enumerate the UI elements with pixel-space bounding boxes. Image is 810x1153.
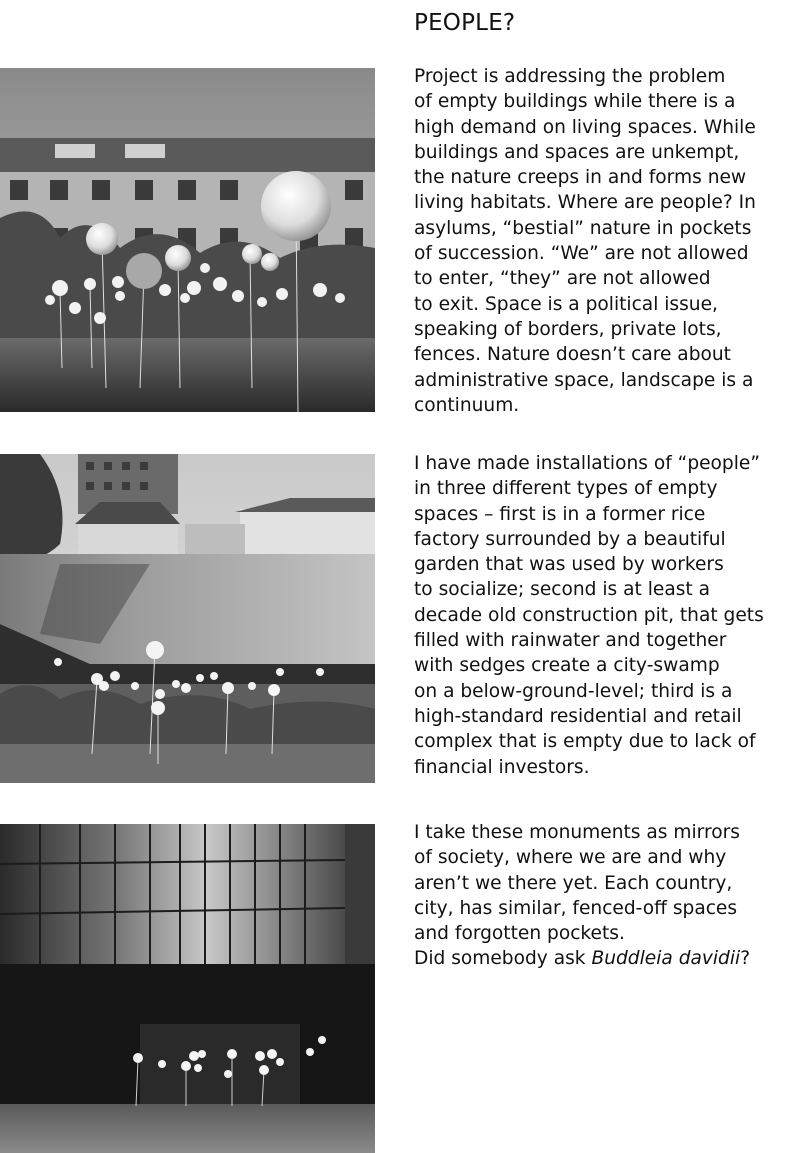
text-line: factory surrounded by a beautiful (414, 528, 726, 550)
text-line: administrative space, landscape is a (414, 369, 754, 391)
closing-question-prefix: Did somebody ask (414, 948, 592, 970)
page-title: PEOPLE? (414, 10, 516, 36)
text-line: I take these monuments as mirrors (414, 822, 740, 843)
text-line: with sedges create a city-swamp (414, 655, 720, 677)
text-line: spaces – first is in a former rice (414, 503, 706, 525)
text-line: speaking of borders, private lots, (414, 318, 722, 340)
text-line: the nature creeps in and forms new (414, 167, 747, 189)
species-name: Buddleia davidii (591, 948, 741, 970)
photo-construction-pit-balloons (0, 454, 375, 783)
text-line: and forgotten pockets. (414, 923, 625, 945)
text-line: high demand on living spaces. While (414, 116, 756, 138)
text-line: aren’t we there yet. Each country, (414, 872, 733, 894)
paragraph-installations (414, 451, 804, 780)
text-line: to exit. Space is a political issue, (414, 293, 718, 315)
text-line: buildings and spaces are unkempt, (414, 141, 740, 163)
text-line: filled with rainwater and together (414, 630, 727, 652)
text-line: of society, where we are and why (414, 847, 727, 869)
text-line: asylums, “bestial” nature in pockets (414, 217, 752, 239)
text-line: of empty buildings while there is a (414, 91, 736, 113)
photo-glass-complex-balloons (0, 824, 375, 1153)
paragraph-monuments (414, 820, 804, 972)
text-line: to socialize; second is at least a (414, 579, 710, 601)
text-line: living habitats. Where are people? In (414, 192, 756, 214)
text-line: high-standard residential and retail (414, 705, 742, 727)
text-line: decade old construction pit, that gets (414, 604, 764, 626)
photo-factory-balloons (0, 68, 375, 412)
text-line: I have made installations of “people” (414, 453, 760, 474)
text-line: continuum. (414, 394, 520, 416)
text-line: garden that was used by workers (414, 554, 724, 576)
paragraph-empty-buildings (414, 64, 804, 418)
closing-question (414, 946, 804, 971)
text-line: fences. Nature doesn’t care about (414, 344, 731, 366)
text-line: complex that is empty due to lack of (414, 731, 756, 753)
text-line: of succession. “We” are not allowed (414, 243, 749, 265)
text-line: in three different types of empty (414, 478, 718, 500)
text-line: city, has similar, fenced-off spaces (414, 897, 738, 919)
text-line: on a below-ground-level; third is a (414, 680, 733, 702)
text-line: to enter, “they” are not allowed (414, 268, 711, 290)
text-line: Project is addressing the problem (414, 66, 726, 87)
text-line: financial investors. (414, 756, 590, 778)
closing-question-suffix: ? (740, 948, 751, 970)
